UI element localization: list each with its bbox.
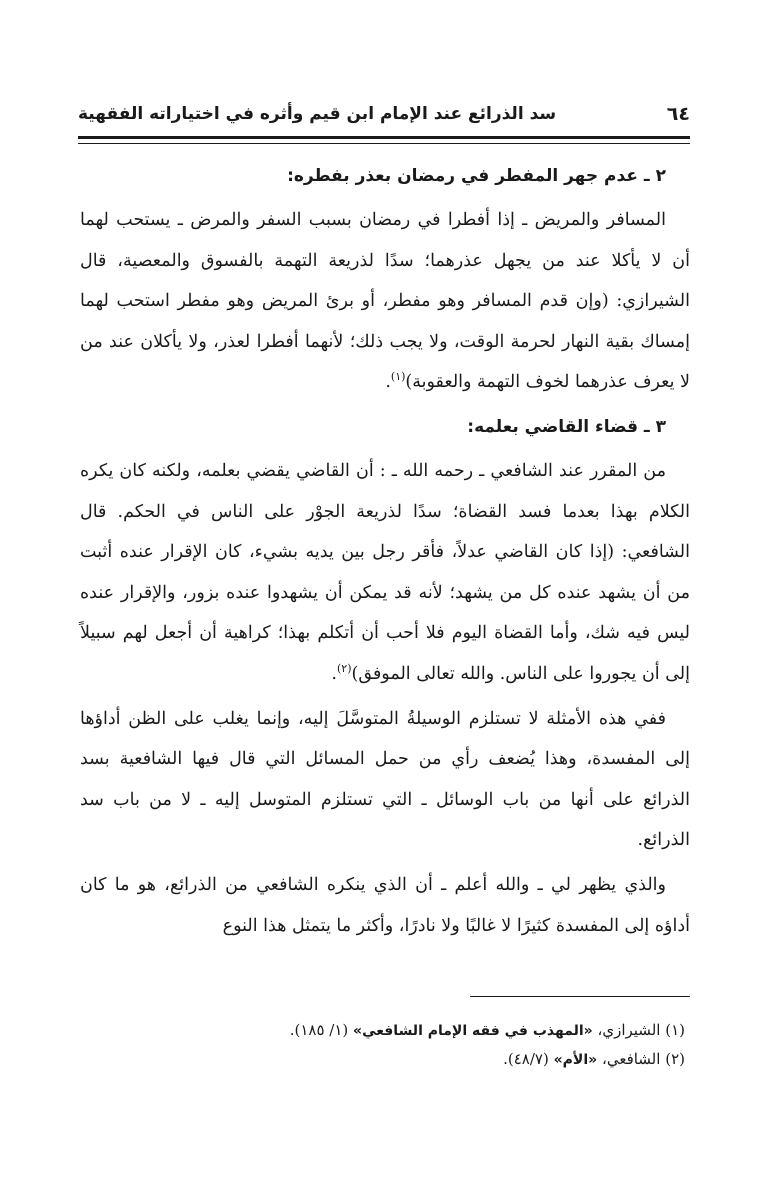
footnote-2 [80, 1045, 685, 1074]
header-rule-thin [78, 143, 690, 144]
footnote-number: (٢) [665, 1050, 685, 1068]
footnote-number: (١) [665, 1021, 685, 1039]
footnote-ref-2[interactable]: (٢) [337, 662, 352, 676]
page-number: ٦٤ [666, 103, 690, 125]
paragraph-text: المسافر والمريض ـ إذا أفطرا في رمضان بسبب السفر والمرض ـ يستحب لهما أن لا يأكلا عند من يجهل عذرهما؛ سدًا لذريعة التهمة بالفسوق والمعصية، قال الشيرازي: (وإن قدم المسافر وهو مفطر، أو برئ المريض وهو مفطر استحب لهما إمساك بقية النهار لحرمة الوقت، ولا يجب ذلك؛ لأنهما أفطرا لعذر، ولا يأكلان عند من لا يعرف عذرهما لخوف التهمة والعقوبة) [80, 210, 690, 393]
footnote-rule [470, 996, 690, 997]
footnote-source-title: «الأم» [553, 1052, 598, 1068]
paragraph-end: . [331, 663, 337, 684]
footnote-1 [80, 1016, 685, 1045]
footnote-reference: (٤٨/٧). [503, 1050, 549, 1068]
section-paragraph-3 [80, 451, 690, 695]
footnotes [80, 1016, 685, 1074]
paragraph-end: . [385, 372, 391, 393]
footnote-author: الشافعي، [601, 1050, 661, 1068]
running-title: سد الذرائع عند الإمام ابن قيم وأثره في اختياراته الفقهية [78, 104, 557, 124]
footnote-source-title: «المهذب في فقه الإمام الشافعي» [353, 1023, 593, 1039]
header-rule-thick [78, 136, 690, 139]
footnote-reference: (١/ ١٨٥). [289, 1021, 349, 1039]
paragraph-text: من المقرر عند الشافعي ـ رحمه الله ـ : أن القاضي يقضي بعلمه، ولكنه كان يكره الكلام بهذا بعدما فسد القضاة؛ سدًا لذريعة الجوْر على الناس في الحكم. قال الشافعي: (إذا كان القاضي عدلاً، فأقر رجل بين يديه بشيء، كان الإقرار عنده أثبت من أن يشهد عنده كل من يشهد؛ لأنه قد يمكن أن يشهدوا عنده بزور، والإقرار عنده ليس فيه شك، وأما القضاة اليوم فلا أحب أن أتكلم بهذا؛ كراهية أن أجعل لهم سبيلاً إلى أن يجوروا على الناس. والله تعالى الموفق) [80, 460, 690, 684]
section-heading-2: ٢ ـ عدم جهر المفطر في رمضان بعذر بفطره: [287, 166, 666, 186]
body-text [80, 156, 690, 950]
footnote-ref-1[interactable]: (١) [390, 370, 406, 384]
closing-paragraph-1: ففي هذه الأمثلة لا تستلزم الوسيلةُ المتوسَّلَ إليه، وإنما يغلب على الظن أداؤها إلى المفسدة، وهذا يُضعف رأي من حمل المسائل التي قال فيها الشافعية بسد الذرائع على أنها من باب الوسائل ـ التي تستلزم المتوسل إليه ـ لا من باب سد الذرائع. [80, 708, 690, 851]
running-header [78, 96, 690, 132]
footnote-author: الشيرازي، [597, 1021, 661, 1039]
section-paragraph-2 [80, 200, 690, 403]
closing-paragraph-2: والذي يظهر لي ـ والله أعلم ـ أن الذي ينكره الشافعي من الذرائع، هو ما كان أداؤه إلى المفسدة كثيرًا لا غالبًا ولا نادرًا، وأكثر ما يتمثل هذا النوع [80, 874, 690, 936]
section-heading-3: ٣ ـ قضاء القاضي بعلمه: [467, 416, 666, 437]
